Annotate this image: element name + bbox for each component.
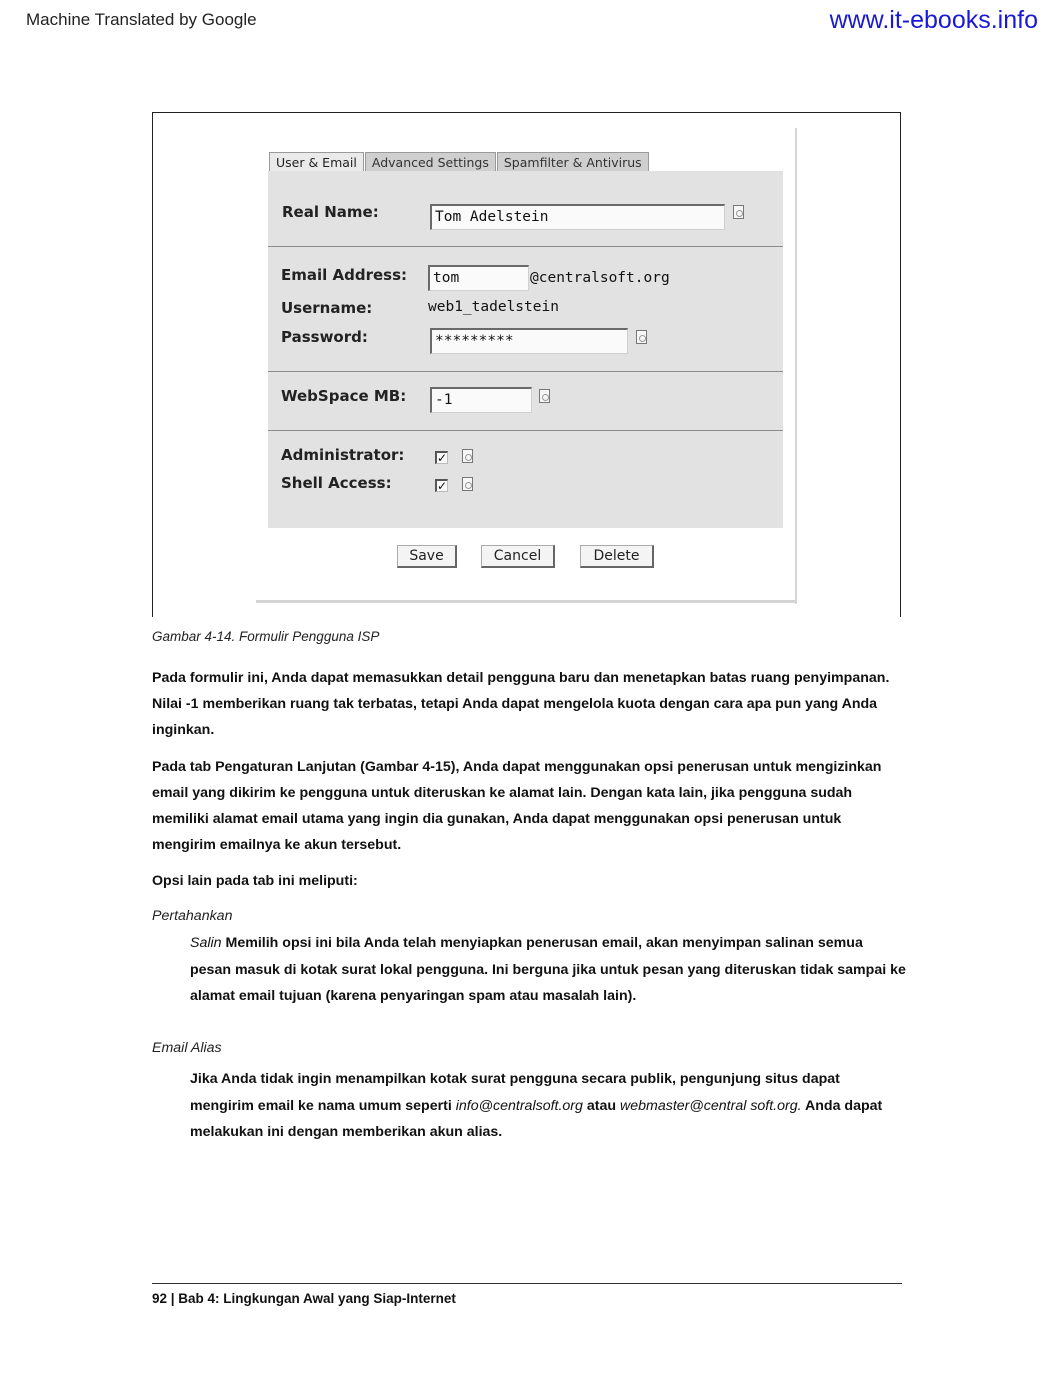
cancel-button[interactable]: Cancel: [481, 545, 555, 568]
help-icon[interactable]: [733, 205, 744, 219]
email-local-input[interactable]: tom: [428, 265, 529, 291]
term-pertahankan-desc: [190, 930, 906, 1010]
translation-notice: Machine Translated by Google: [26, 10, 257, 29]
shell-access-checkbox[interactable]: ✓: [437, 479, 448, 493]
help-icon[interactable]: [462, 449, 473, 463]
administrator-checkbox[interactable]: ✓: [437, 451, 448, 465]
tab-user-email[interactable]: User & Email: [269, 152, 364, 173]
section-divider: [268, 246, 783, 247]
email-domain: @centralsoft.org: [530, 270, 670, 286]
password-input[interactable]: *********: [430, 328, 628, 354]
password-label: Password:: [281, 328, 368, 346]
webspace-input[interactable]: -1: [430, 387, 532, 413]
site-link[interactable]: www.it-ebooks.info: [829, 6, 1038, 34]
paragraph-1: Pada formulir ini, Anda dapat memasukkan detail pengguna baru dan menetapkan batas ruang penyimpanan. Nilai -1 memberikan ruang tak terbatas, tetapi Anda dapat mengelola kuota dengan cara apa pun yang Anda inginkan.: [152, 670, 890, 738]
tab-spamfilter-antivirus[interactable]: Spamfilter & Antivirus: [497, 152, 649, 173]
figure-caption: Gambar 4-14. Formulir Pengguna ISP: [152, 629, 380, 644]
help-icon[interactable]: [636, 330, 647, 344]
delete-button[interactable]: Delete: [580, 545, 654, 568]
alias-text-b: atau: [586, 1097, 617, 1114]
webspace-label: WebSpace MB:: [281, 387, 407, 405]
tab-advanced-settings[interactable]: Advanced Settings: [365, 152, 496, 173]
paragraph-3: Opsi lain pada tab ini meliputi:: [152, 873, 358, 889]
footer-rule: [152, 1283, 902, 1284]
help-icon[interactable]: [539, 389, 550, 403]
section-divider: [268, 430, 783, 431]
figure-scroll-edge: [795, 128, 797, 604]
form-tabs: [269, 152, 650, 172]
page-footer: 92 | Bab 4: Lingkungan Awal yang Siap-Internet: [152, 1291, 456, 1306]
term-email-alias: Email Alias: [152, 1040, 222, 1056]
username-label: Username:: [281, 299, 373, 317]
alias-text-a: Jika Anda tidak ingin menampilkan kotak surat pengguna secara publik, pengunjung situs dapat mengirim email ke nama umum seperti: [190, 1071, 840, 1114]
administrator-label: Administrator:: [281, 446, 405, 464]
paragraph-2: Pada tab Pengaturan Lanjutan (Gambar 4-15), Anda dapat menggunakan opsi penerusan untuk mengizinkan email yang dikirim ke pengguna untuk diteruskan ke alamat lain. Dengan kata lain, jika pengguna sudah memiliki alamat email utama yang ingin dia gunakan, Anda dapat menggunakan opsi penerusan untuk mengirim emailnya ke akun tersebut.: [152, 759, 882, 853]
real-name-label: Real Name:: [282, 203, 379, 221]
figure-bottom-edge: [256, 600, 797, 603]
email-address-label: Email Address:: [281, 266, 408, 284]
alias-email-webmaster: webmaster@central soft.org.: [620, 1097, 802, 1114]
alias-text-c: Anda dapat melakukan ini dengan memberikan akun alias.: [190, 1097, 883, 1140]
help-icon[interactable]: [462, 477, 473, 491]
section-divider: [268, 371, 783, 372]
username-value: web1_tadelstein: [428, 299, 559, 315]
real-name-input[interactable]: Tom Adelstein: [430, 204, 725, 230]
term-pertahankan-text: Memilih opsi ini bila Anda telah menyiapkan penerusan email, akan menyimpan salinan semua pesan masuk di kotak surat lokal pengguna. Ini berguna jika untuk pesan yang diteruskan tidak sampai ke alamat email tujuan (karena penyaringan spam atau masalah lain).: [190, 935, 906, 1004]
save-button[interactable]: Save: [397, 545, 457, 568]
term-salin: Salin: [190, 935, 222, 951]
shell-access-label: Shell Access:: [281, 474, 392, 492]
term-email-alias-desc: [190, 1066, 906, 1146]
alias-email-info: info@centralsoft.org: [455, 1097, 583, 1114]
term-pertahankan: Pertahankan: [152, 908, 233, 924]
